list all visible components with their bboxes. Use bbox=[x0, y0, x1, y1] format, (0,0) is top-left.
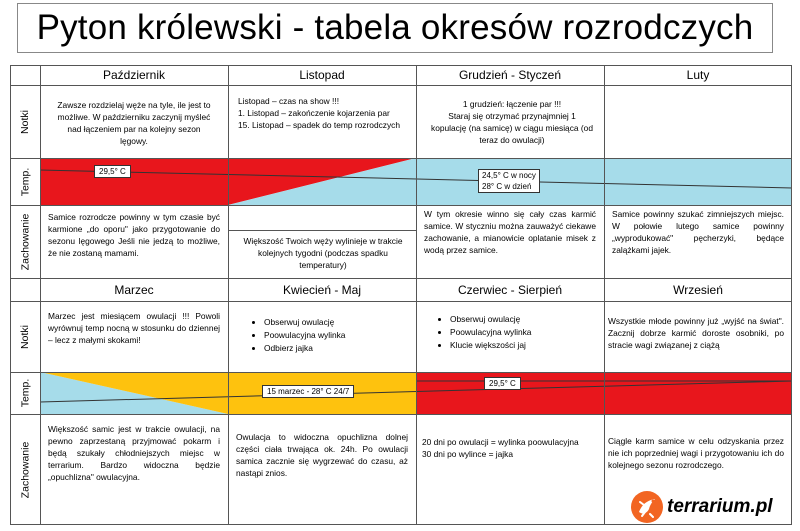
temp-label-summer: 29,5° C bbox=[484, 377, 521, 390]
row-label-notes-bottom bbox=[10, 301, 40, 372]
temp-night: 24,5° C w nocy bbox=[482, 171, 536, 180]
page-title: Pyton królewski - tabela okresów rozrodczych bbox=[36, 8, 754, 47]
list-item: • Odbierz jajka bbox=[264, 342, 408, 355]
divider bbox=[228, 230, 416, 231]
behavior-november: Większość Twoich węży wylinieje w trakcie kolejnych tygodni (podczas spadku temperatury) bbox=[243, 236, 403, 270]
row-label-notes-top bbox=[10, 85, 40, 158]
note-text: Listopad – czas na show !!! bbox=[238, 96, 340, 106]
note-text: 1. Listopad – zakończenie kojarzenia par bbox=[238, 108, 390, 118]
month-header-february: Luty bbox=[686, 68, 710, 82]
row-label-text: Zachowanie bbox=[19, 213, 31, 270]
month-header-march: Marzec bbox=[114, 282, 154, 297]
row-label-text: Notki bbox=[19, 324, 31, 349]
bullet-list bbox=[434, 313, 598, 352]
divider bbox=[10, 158, 792, 159]
notes-jun-aug bbox=[434, 313, 598, 352]
notes-dec-jan bbox=[430, 98, 594, 146]
lizard-logo-icon bbox=[630, 490, 664, 524]
behavior-jun-aug bbox=[422, 436, 602, 460]
notes-october bbox=[54, 99, 214, 147]
note-text: 15. Listopad – spadek do temp rozrodczych bbox=[238, 120, 401, 130]
behavior-march: Większość samic jest w trakcie owulacji, na pewno zaprzestaną przyjmować pokarm i będą szukały chłodniejszych miejsc w terrarium. Bardzo widoczna będzie „opuchlizna" owulacyjna. bbox=[48, 424, 220, 482]
behavior-line: 20 dni po owulacji = wylinka poowulacyjna bbox=[422, 437, 579, 447]
list-item: • Poowulacyjna wylinka bbox=[264, 329, 408, 342]
month-header-apr-may: Kwiecień - Maj bbox=[282, 282, 362, 297]
list-item: • Klucie większości jaj bbox=[450, 339, 598, 352]
row-label-temp-bottom bbox=[10, 372, 40, 414]
note-text: Staraj się otrzymać przynajmniej 1 kopulację (na samicę) w ciągu miesiąca (od teraz do owulacji) bbox=[431, 111, 593, 145]
behavior-september: Ciągle karm samice w celu odzyskania przez nie ich poprzedniej wagi i przygotowaniu ich do kolejnego sezonu rozrodczego. bbox=[608, 436, 784, 470]
logo-text: terrarium.pl bbox=[667, 496, 773, 517]
note-text: Zawsze rozdzielaj węże na tyle, ile jest to możliwe. W październiku zaczynij myśleć nad łączeniem par na kolejny sezon lęgowy. bbox=[57, 100, 211, 146]
temp-label-march: 15 marzec - 28° C 24/7 bbox=[262, 385, 354, 398]
behavior-february: Samice powinny szukać zimniejszych miejsc. W połowie lutego samice powinny „wyprodukować" pęcherzyki, będące zalążkami jajek. bbox=[612, 209, 784, 255]
page-title-box bbox=[17, 3, 773, 53]
row-label-behavior-top bbox=[10, 205, 40, 278]
list-item: • Obserwuj owulację bbox=[264, 316, 408, 329]
row-label-text: Notki bbox=[19, 109, 31, 134]
divider bbox=[10, 85, 792, 86]
behavior-apr-may: Owulacja to widoczna opuchlizna dolnej części ciała trwająca ok. 24h. Po owulacji samica zacznie się wygrzewać do czasu, aż nastąpi znios. bbox=[236, 432, 408, 478]
notes-apr-may bbox=[248, 316, 408, 355]
breeding-table bbox=[10, 65, 792, 525]
terrarium-logo bbox=[630, 488, 796, 526]
temp-label-winter bbox=[478, 169, 540, 193]
temp-day: 28° C w dzień bbox=[482, 182, 532, 191]
divider bbox=[10, 205, 792, 206]
month-header-dec-jan: Grudzień - Styczeń bbox=[458, 68, 562, 82]
notes-september: Wszystkie młode powinny już „wyjść na świat". Zacznij dobrze karmić doroste osobniki, po stracie wagi związanej z ciążą bbox=[608, 316, 784, 350]
list-item: • Obserwuj owulację bbox=[450, 313, 598, 326]
divider bbox=[10, 414, 792, 415]
row-label-behavior-bottom bbox=[10, 414, 40, 525]
notes-november bbox=[238, 95, 410, 131]
behavior-october: Samice rozrodcze powinny w tym czasie być karmione „do oporu" jako przygotowanie do sezonu lęgowego Jeśli nie jedzą to możliwe, że nie zostaną mamami. bbox=[48, 212, 220, 258]
bullet-list bbox=[248, 316, 408, 355]
row-label-text: Temp. bbox=[19, 167, 31, 196]
month-header-september: Wrzesień bbox=[673, 282, 723, 297]
month-header-october: Październik bbox=[102, 68, 166, 82]
notes-march: Marzec jest miesiącem owulacji !!! Powoli wyrównuj temp nocną w stosunku do dziennej – lecz z małymi skokami! bbox=[48, 311, 220, 345]
behavior-dec-jan: W tym okresie winno się cały czas karmić samice. W styczniu można zauważyć ciekawe zachowanie, a mianowicie oplatanie misek z wodą przez samice. bbox=[424, 209, 596, 255]
row-label-temp-top bbox=[10, 158, 40, 205]
row-label-text: Zachowanie bbox=[19, 441, 31, 498]
temp-label-oct: 29,5° C bbox=[94, 165, 131, 178]
divider bbox=[10, 301, 792, 302]
month-header-jun-aug: Czerwiec - Sierpień bbox=[457, 282, 563, 297]
divider bbox=[10, 372, 792, 373]
month-header-november: Listopad bbox=[299, 68, 345, 82]
behavior-line: 30 dni po wylince = jajka bbox=[422, 449, 514, 459]
list-item: • Poowulacyjna wylinka bbox=[450, 326, 598, 339]
row-label-text: Temp. bbox=[19, 378, 31, 408]
note-text: 1 grudzień: łączenie par !!! bbox=[462, 99, 562, 109]
